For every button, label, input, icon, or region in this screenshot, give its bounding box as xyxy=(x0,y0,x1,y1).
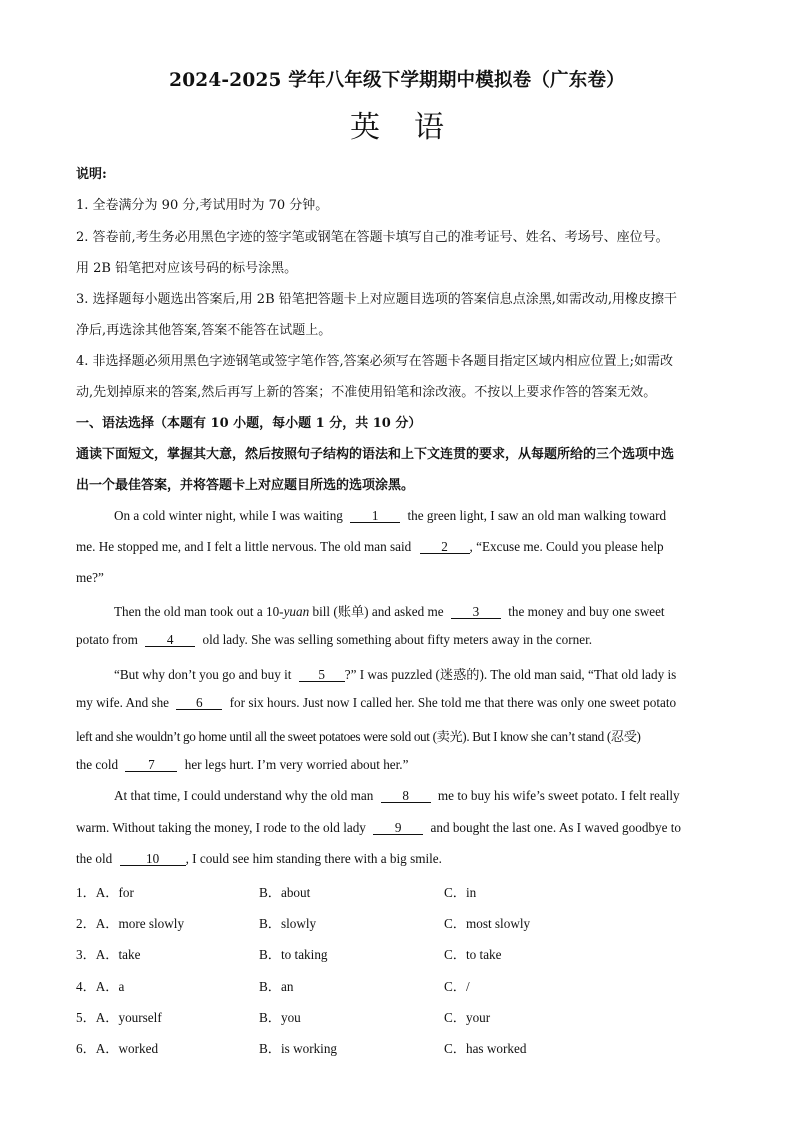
question-number: 2． xyxy=(76,916,96,931)
question-number: 3． xyxy=(76,947,96,962)
question-option-b[interactable]: B．is working xyxy=(259,1041,338,1056)
blank-1: 1 xyxy=(350,509,400,523)
instruction-line: 1. 全卷满分为 90 分,考试用时为 70 分钟。 xyxy=(76,198,329,213)
passage-text: “But why don’t you go and buy it xyxy=(114,667,292,682)
option-text: A．a xyxy=(95,979,125,994)
passage-line xyxy=(114,601,665,620)
instruction-line: 4. 非选择题必须用黑色字迹钢笔或签字笔作答,答案必须写在答题卡各题目指定区域内相应位置上;如需改 xyxy=(76,354,674,369)
question-option-a[interactable] xyxy=(76,1038,158,1057)
blank-3: 3 xyxy=(451,605,501,619)
passage-text: At that time, I could understand why the old man xyxy=(114,788,374,803)
instructions-heading: 说明: xyxy=(76,167,107,182)
passage-line xyxy=(76,851,442,867)
passage-line xyxy=(114,664,676,683)
option-text: A．more slowly xyxy=(95,916,185,931)
question-option-c[interactable]: C．to take xyxy=(444,947,502,962)
passage-line xyxy=(76,820,681,836)
passage-text: , I could see him standing there with a big smile. xyxy=(185,851,442,866)
question-option-c[interactable]: C．most slowly xyxy=(444,916,531,931)
option-text: A．yourself xyxy=(95,1010,162,1025)
passage-text: me. He stopped me, and I felt a little nervous. The old man said xyxy=(76,539,412,554)
blank-4: 4 xyxy=(145,633,195,647)
passage-text: the old xyxy=(76,851,113,866)
option-text: A．take xyxy=(95,947,141,962)
question-option-a[interactable] xyxy=(76,1007,162,1026)
passage-line xyxy=(114,788,680,804)
passage-text: the green light, I saw an old man walking toward xyxy=(407,508,667,523)
passage-line xyxy=(76,539,664,555)
question-option-b[interactable]: B．about xyxy=(259,885,311,900)
question-number: 1． xyxy=(76,885,96,900)
passage-text: her legs hurt. I’m very worried about her.” xyxy=(184,757,409,772)
passage-text: and bought the last one. As I waved goodbye to xyxy=(430,820,682,835)
passage-text: the cold xyxy=(76,757,119,772)
passage-text: ?” I was puzzled (迷惑的). The old man said, “That old lady is xyxy=(344,667,677,682)
passage-text: for six hours. Just now I called her. She told me that there was only one sweet potato xyxy=(229,695,677,710)
blank-10: 10 xyxy=(120,852,186,866)
passage-text: the money and buy one sweet xyxy=(508,604,665,619)
passage-text: old lady. She was selling something about fifty meters away in the corner. xyxy=(202,632,593,647)
question-option-c[interactable]: C．in xyxy=(444,885,477,900)
question-option-c[interactable]: C．has worked xyxy=(444,1041,527,1056)
passage-line xyxy=(114,508,666,524)
passage-text: yuan xyxy=(283,604,310,619)
question-option-a[interactable] xyxy=(76,882,134,901)
blank-8: 8 xyxy=(381,789,431,803)
blank-2: 2 xyxy=(420,540,470,554)
instruction-line: 用 2B 铅笔把对应该号码的标号涂黑。 xyxy=(76,261,298,276)
section-directions: 出一个最佳答案，并将答题卡上对应题目所选的选项涂黑。 xyxy=(76,478,415,493)
passage-line xyxy=(76,695,676,711)
blank-5: 5 xyxy=(299,668,345,682)
passage-line xyxy=(76,632,592,648)
passage-text: bill (账单) and asked me xyxy=(309,604,444,619)
option-text: A．for xyxy=(95,885,134,900)
passage-text: Then the old man took out a 10- xyxy=(114,604,284,619)
question-number: 4． xyxy=(76,979,96,994)
question-option-c[interactable]: C．your xyxy=(444,1010,491,1025)
instruction-line: 2. 答卷前,考生务必用黑色字迹的签字笔或钢笔在答题卡填写自己的准考证号、姓名、考场号、座位号。 xyxy=(76,230,669,245)
blank-6: 6 xyxy=(176,696,222,710)
passage-text: , “Excuse me. Could you please help xyxy=(469,539,664,554)
option-text: A．worked xyxy=(95,1041,159,1056)
passage-text: me to buy his wife’s sweet potato. I felt really xyxy=(437,788,680,803)
instruction-line: 净后,再选涂其他答案,答案不能答在试题上。 xyxy=(76,323,332,338)
question-option-b[interactable]: B．slowly xyxy=(259,916,317,931)
blank-7: 7 xyxy=(125,758,177,772)
instruction-line: 动,先划掉原来的答案,然后再写上新的答案；不准使用铅笔和涂改液。不按以上要求作答的答案无效。 xyxy=(76,385,657,400)
question-number: 5． xyxy=(76,1010,96,1025)
question-option-a[interactable] xyxy=(76,913,184,932)
passage-text: warm. Without taking the money, I rode to the old lady xyxy=(76,820,366,835)
question-option-b[interactable]: B．to taking xyxy=(259,947,328,962)
passage-text: On a cold winter night, while I was waiting xyxy=(114,508,343,523)
question-option-b[interactable]: B．an xyxy=(259,979,294,994)
instruction-line: 3. 选择题每小题选出答案后,用 2B 铅笔把答题卡上对应题目选项的答案信息点涂黑,如需改动,用橡皮擦干 xyxy=(76,292,678,307)
exam-title: 2024-2025 学年八年级下学期期中模拟卷（广东卷） xyxy=(169,70,625,91)
question-number: 6． xyxy=(76,1041,96,1056)
section-heading: 一、语法选择（本题有 10 小题，每小题 1 分，共 10 分） xyxy=(76,416,422,431)
question-option-a[interactable] xyxy=(76,944,140,963)
subject-title: 英语 xyxy=(350,110,478,145)
passage-text: my wife. And she xyxy=(76,695,170,710)
passage-text: potato from xyxy=(76,632,138,647)
passage-line: me?” xyxy=(76,570,104,585)
section-directions: 通读下面短文，掌握其大意，然后按照句子结构的语法和上下文连贯的要求，从每题所给的三个选项中选 xyxy=(76,447,675,462)
question-option-c[interactable]: C．/ xyxy=(444,979,470,994)
question-option-a[interactable] xyxy=(76,976,124,995)
passage-line: left and she wouldn’t go home until all the sweet potatoes were sold out (卖光). But I know she can’t stand (忍受) xyxy=(76,729,641,744)
question-option-b[interactable]: B．you xyxy=(259,1010,301,1025)
blank-9: 9 xyxy=(373,821,423,835)
passage-line xyxy=(76,757,408,773)
